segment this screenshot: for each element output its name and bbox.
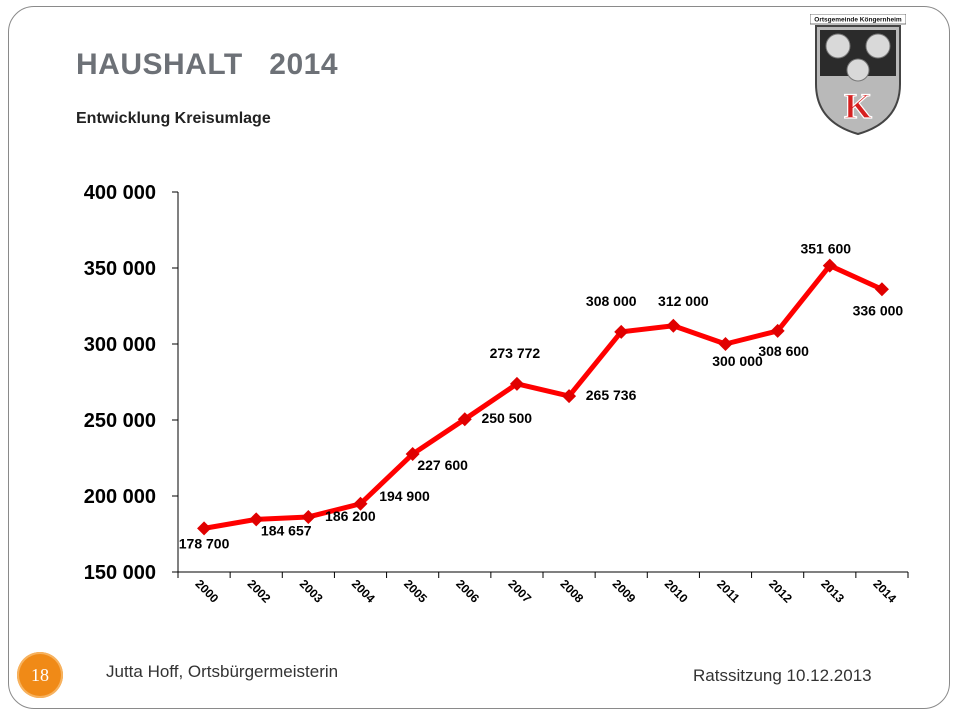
x-tick-label: 2004 [348,576,378,606]
crest-banner-text: Ortsgemeinde Köngernheim [814,16,902,24]
slide-title: HAUSHALT 2014 [76,48,339,81]
data-label: 227 600 [417,457,468,474]
y-tick-label: 350 000 [83,258,156,280]
x-tick-label: 2000 [192,576,222,606]
data-label: 178 700 [178,535,230,552]
footer-meeting: Ratssitzung 10.12.2013 [693,666,872,685]
page-number-badge: 18 [17,652,63,698]
y-tick-label: 200 000 [83,486,156,508]
data-point-marker [666,319,680,333]
x-tick-label: 2013 [818,576,848,606]
x-tick-label: 2010 [661,576,691,606]
x-tick-label: 2011 [714,577,743,606]
y-tick-label: 300 000 [83,334,156,356]
x-tick-label: 2002 [244,576,274,606]
data-label: 312 000 [658,292,709,309]
crest-letter: K [843,86,873,126]
chart-data-labels [179,241,904,552]
series-line [204,266,882,529]
x-tick-label: 2014 [870,576,900,606]
x-tick-label: 2007 [505,576,535,606]
x-tick-label: 2005 [401,576,430,606]
chart-subtitle: Entwicklung Kreisumlage [76,110,271,127]
y-tick-label: 250 000 [83,410,156,432]
data-label: 194 900 [379,487,430,504]
data-label: 308 000 [585,292,637,309]
data-label: 184 657 [260,522,312,539]
data-label: 308 600 [758,342,809,359]
chart-series [197,259,889,539]
data-point-marker [197,521,211,535]
data-label: 300 000 [712,353,763,369]
data-label: 273 772 [489,344,541,361]
x-tick-label: 2008 [557,576,587,606]
y-tick-label: 150 000 [83,562,156,584]
x-tick-label: 2003 [296,576,326,606]
data-label: 186 200 [325,507,376,524]
data-label: 250 500 [481,410,533,427]
x-tick-label: 2006 [453,576,483,606]
data-label: 265 736 [585,387,637,404]
x-tick-label: 2012 [766,576,795,606]
y-tick-label: 400 000 [83,182,156,204]
x-tick-label: 2009 [609,576,639,606]
data-label: 336 000 [852,302,904,319]
data-point-marker [719,337,733,351]
footer-author: Jutta Hoff, Ortsbürgermeisterin [106,662,339,681]
data-label: 351 600 [800,240,852,257]
